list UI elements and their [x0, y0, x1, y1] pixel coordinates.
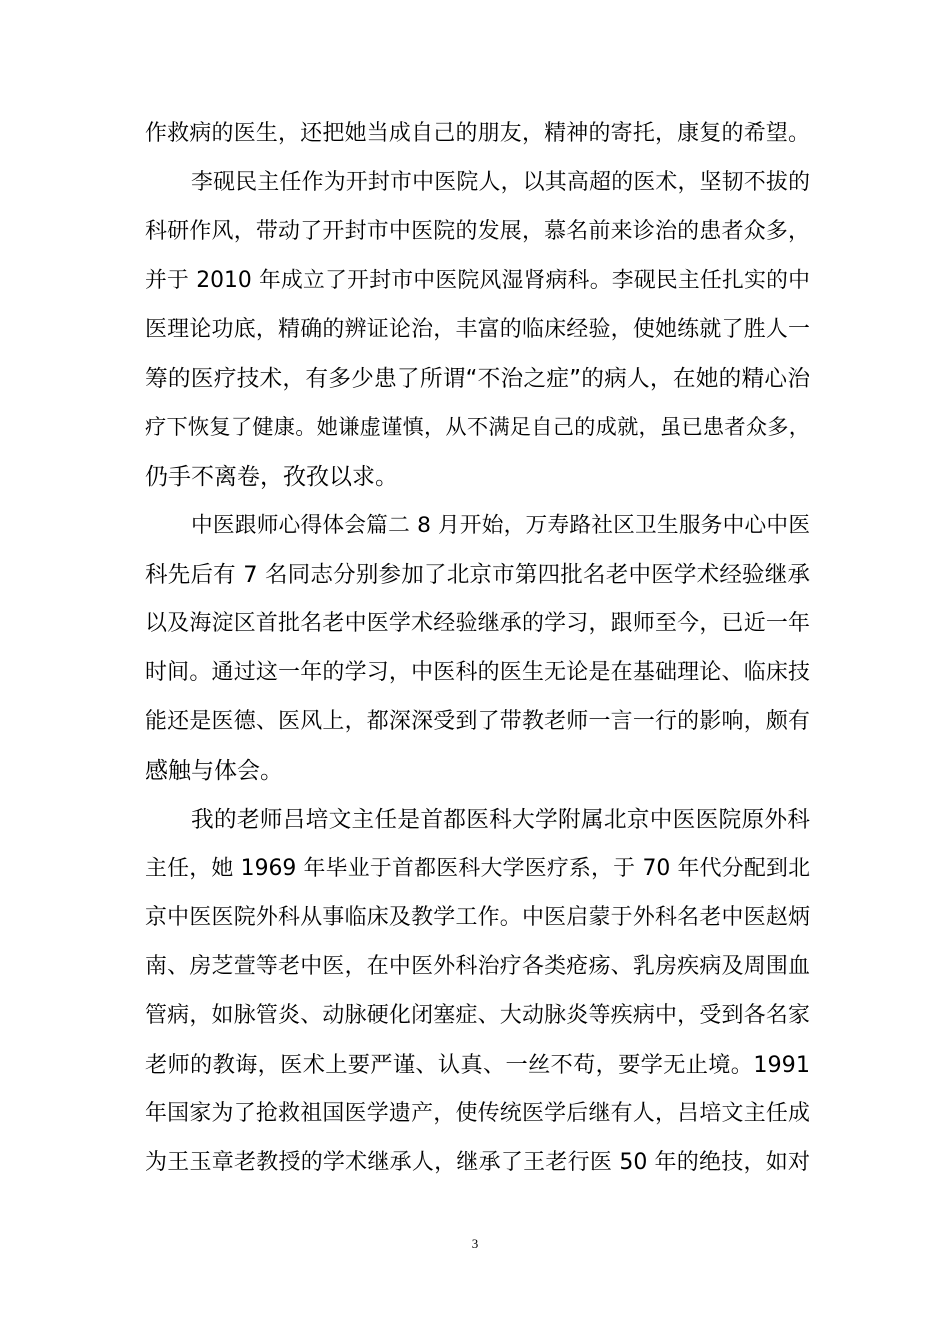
- text-line: 中医跟师心得体会篇二 8 月开始，万寿路社区卫生服务中心中医: [191, 513, 810, 538]
- text-line: 时间。通过这一年的学习，中医科的医生无论是在基础理论、临床技: [145, 660, 810, 685]
- text-line: 主任，她 1969 年毕业于首都医科大学医疗系，于 70 年代分配到北: [145, 856, 810, 881]
- text-line: 以及海淀区首批名老中医学术经验继承的学习，跟师至今，已近一年: [145, 611, 810, 636]
- text-line: 作救病的医生，还把她当成自己的朋友，精神的寄托，康复的希望。: [145, 121, 810, 146]
- text-line: 感触与体会。: [145, 758, 283, 784]
- text-line: 为王玉章老教授的学术继承人，继承了王老行医 50 年的绝技，如对: [145, 1150, 810, 1175]
- page-number: 3: [471, 1236, 479, 1251]
- text-line: 筹的医疗技术，有多少患了所谓“不治之症”的病人，在她的精心治: [145, 366, 810, 392]
- text-line: 老师的教诲，医术上要严谨、认真、一丝不苟，要学无止境。1991: [145, 1052, 810, 1078]
- text-line: 年国家为了抢救祖国医学遗产，使传统医学后继有人，吕培文主任成: [145, 1101, 810, 1126]
- text-line: 能还是医德、医风上，都深深受到了带教老师一言一行的影响，颇有: [145, 709, 810, 734]
- text-line: 仍手不离卷，孜孜以求。: [145, 464, 398, 490]
- text-line: 南、房芝萱等老中医，在中医外科治疗各类疮疡、乳房疾病及周围血: [145, 954, 810, 979]
- text-line: 并于 2010 年成立了开封市中医院风湿肾病科。李砚民主任扎实的中: [145, 268, 810, 293]
- text-line: 疗下恢复了健康。她谦虚谨慎，从不满足自己的成就，虽已患者众多，: [145, 415, 810, 440]
- text-line: 京中医医院外科从事临床及教学工作。中医启蒙于外科名老中医赵炳: [145, 905, 810, 930]
- text-line: 管病，如脉管炎、动脉硬化闭塞症、大动脉炎等疾病中，受到各名家: [145, 1003, 810, 1028]
- text-line: 我的老师吕培文主任是首都医科大学附属北京中医医院原外科: [191, 807, 810, 833]
- text-line: 李砚民主任作为开封市中医院人，以其高超的医术，坚韧不拔的: [191, 170, 810, 195]
- text-line: 科研作风，带动了开封市中医院的发展，慕名前来诊治的患者众多，: [145, 219, 810, 244]
- text-line: 科先后有 7 名同志分别参加了北京市第四批名老中医学术经验继承: [145, 562, 810, 588]
- text-line: 医理论功底，精确的辨证论治，丰富的临床经验，使她练就了胜人一: [145, 317, 810, 342]
